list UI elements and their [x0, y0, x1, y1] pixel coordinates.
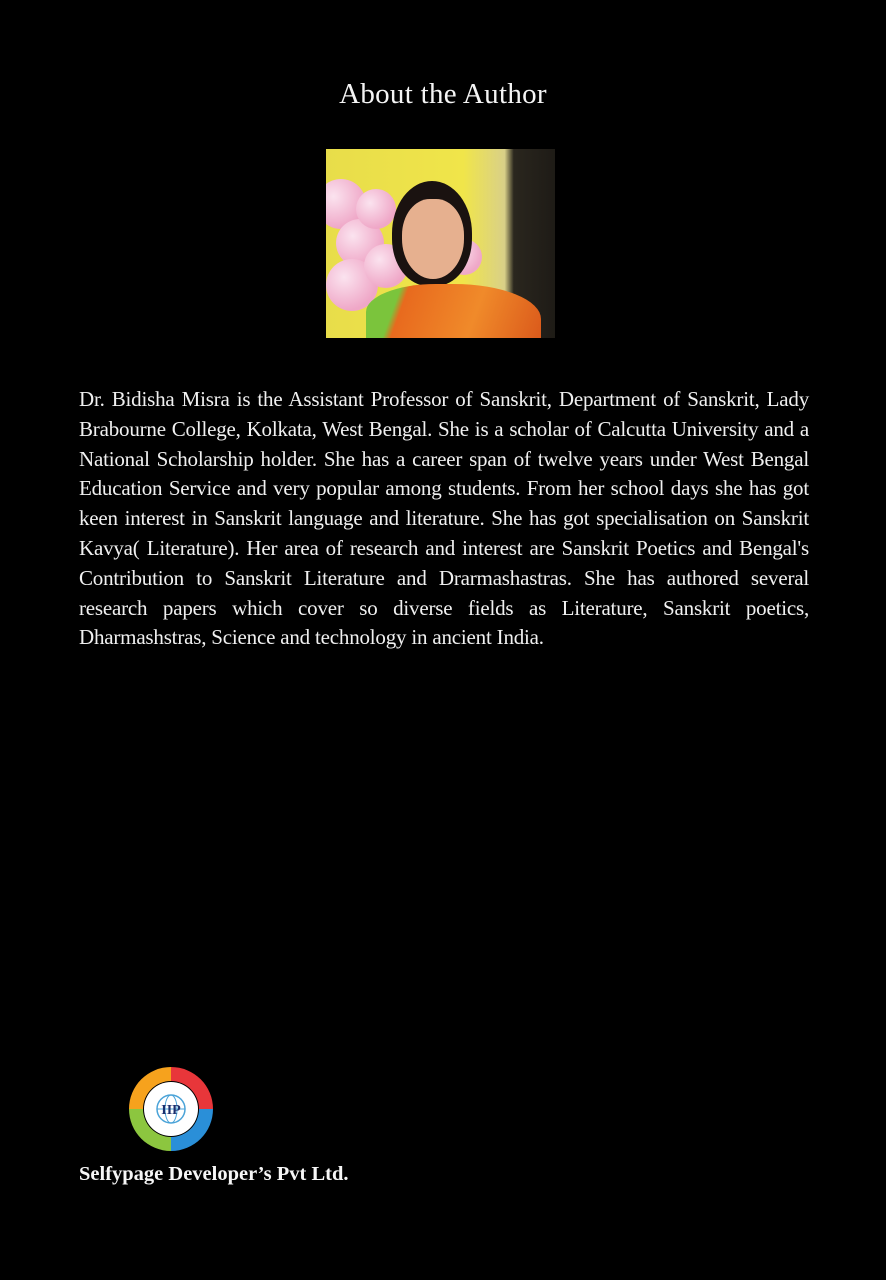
iip-logo-icon — [125, 1063, 217, 1155]
author-bio: Dr. Bidisha Misra is the Assistant Professor of Sanskrit, Department of Sanskrit, Lady Brabourne College, Kolkata, West Bengal. She is a scholar of Calcutta University and a National Scholarship holder. She has a career span of twelve years under West Bengal Education Service and very popular among students. From her school days she has got keen interest in Sanskrit language and literature. She has got specialisation on Sanskrit Kavya( Literature). Her area of research and interest are Sanskrit Poetics and Bengal's Contribution to Sanskrit Literature and Drarmashastras. She has authored several research papers which cover so diverse fields as Literature, Sanskrit poetics, Dharmashstras, Science and technology in ancient India. — [79, 387, 809, 650]
author-photo — [326, 149, 555, 338]
page-title: About the Author — [339, 78, 547, 110]
publisher-name: Selfypage Developer’s Pvt Ltd. — [79, 1163, 349, 1185]
svg-text:IIP: IIP — [161, 1103, 181, 1118]
publisher-logo — [125, 1063, 217, 1155]
